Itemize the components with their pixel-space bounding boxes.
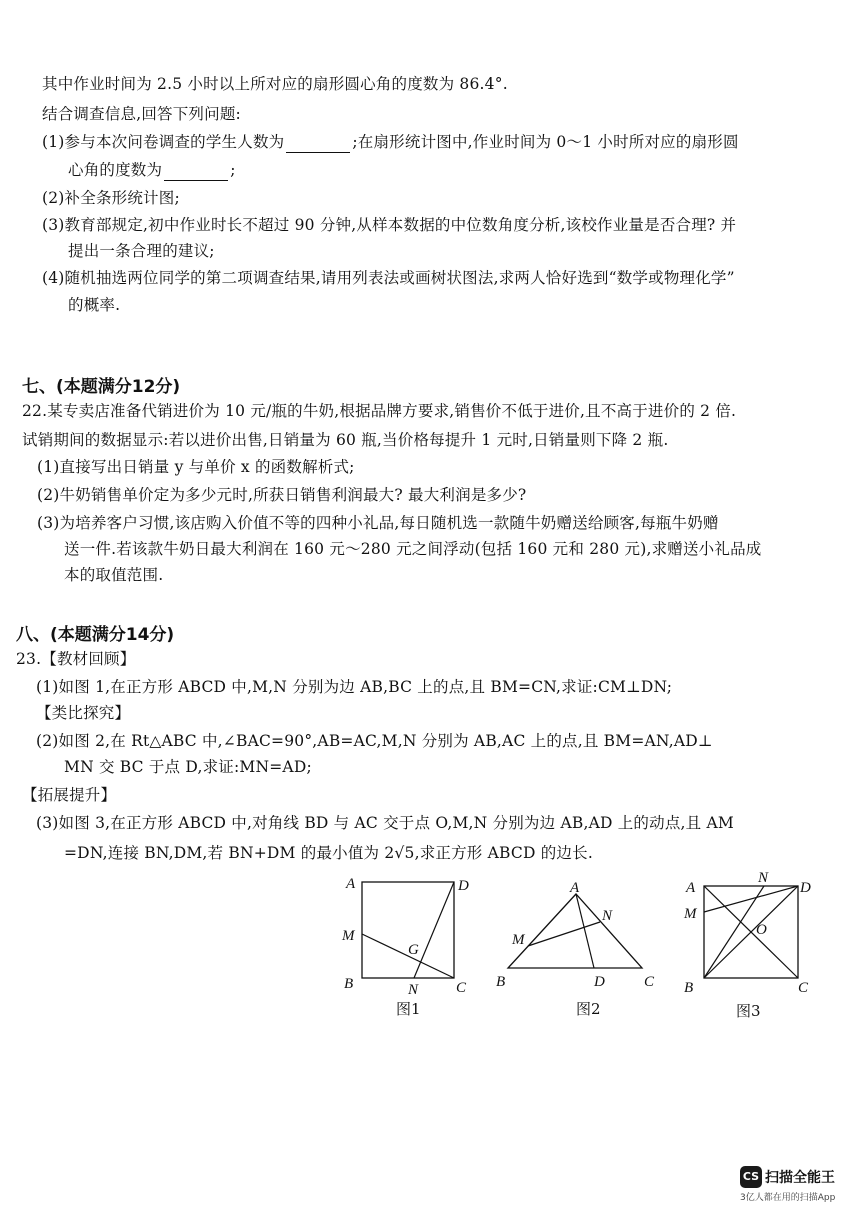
figure-3 xyxy=(678,868,828,1000)
problem-23-heading: 23.【教材回顾】 xyxy=(16,650,136,668)
question-1-cont xyxy=(68,159,236,181)
point-label: M xyxy=(342,928,355,944)
point-label: A xyxy=(570,880,580,896)
triangle-abc xyxy=(508,894,642,968)
question-4: (4)随机抽选两位同学的第二项调查结果,请用列表法或画树状图法,求两人恰好选到“数学或物理化学” xyxy=(42,269,735,287)
problem-22-part2: (2)牛奶销售单价定为多少元时,所获日销售利润最大? 最大利润是多少? xyxy=(37,486,527,504)
point-label: A xyxy=(686,880,696,896)
scanner-tagline: 3亿人都在用的扫描App xyxy=(740,1193,836,1203)
question-text: (1)参与本次问卷调查的学生人数为 xyxy=(42,133,285,151)
question-text: 心角的度数为 xyxy=(68,161,163,179)
point-label: A xyxy=(346,876,356,892)
problem-23-part2: (2)如图 2,在 Rt△ABC 中,∠BAC=90°,AB=AC,M,N 分别为 AB,AC 上的点,且 BM=AN,AD⊥ xyxy=(36,732,713,750)
text-line: 结合调查信息,回答下列问题: xyxy=(42,105,241,123)
scanner-name: 扫描全能王 xyxy=(765,1170,835,1186)
question-2: (2)补全条形统计图; xyxy=(42,189,180,207)
problem-22-part3: (3)为培养客户习惯,该店购入价值不等的四种小礼品,每日随机选一款随牛奶赠送给顾客,每瓶牛奶赠 xyxy=(37,514,719,532)
figure-2-caption: 图2 xyxy=(576,1000,601,1018)
problem-23-part2-cont: MN 交 BC 于点 D,求证:MN=AD; xyxy=(64,758,312,776)
segment-dn xyxy=(414,882,454,978)
answer-blank xyxy=(164,164,228,181)
point-label: B xyxy=(344,976,354,992)
problem-23-part3: (3)如图 3,在正方形 ABCD 中,对角线 BD 与 AC 交于点 O,M,N 分别为边 AB,AD 上的动点,且 AM xyxy=(36,814,734,832)
point-label: N xyxy=(758,870,769,886)
segment-ad xyxy=(576,894,594,968)
scanner-watermark xyxy=(740,1166,835,1203)
figure-3-caption: 图3 xyxy=(736,1002,761,1020)
point-label: B xyxy=(496,974,506,990)
problem-23-subheading: 【拓展提升】 xyxy=(22,786,117,804)
square xyxy=(362,882,454,978)
point-label: C xyxy=(644,974,655,990)
figure-2 xyxy=(490,880,660,998)
point-label: G xyxy=(408,942,419,958)
section-7-title: 七、(本题满分12分) xyxy=(22,377,181,397)
problem-22-text: 试销期间的数据显示:若以进价出售,日销量为 60 瓶,当价格每提升 1 元时,日销量则下降 2 瓶. xyxy=(22,431,669,449)
point-label: D xyxy=(458,878,469,894)
point-label: B xyxy=(684,980,694,996)
problem-23-subheading: 【类比探究】 xyxy=(36,704,131,722)
point-label: N xyxy=(602,908,613,924)
point-label: C xyxy=(456,980,467,996)
question-4-cont: 的概率. xyxy=(68,296,121,314)
problem-22-part3-cont: 本的取值范围. xyxy=(64,566,164,584)
question-text: ;在扇形统计图中,作业时间为 0～1 小时所对应的扇形圆 xyxy=(352,133,739,151)
point-label: M xyxy=(684,906,697,922)
figure-1-caption: 图1 xyxy=(396,1000,421,1018)
section-8-title: 八、(本题满分14分) xyxy=(16,625,175,645)
point-label: D xyxy=(594,974,605,990)
point-label: D xyxy=(800,880,811,896)
answer-blank xyxy=(286,136,350,153)
question-text: ; xyxy=(230,161,236,179)
question-1 xyxy=(42,131,739,153)
problem-22-part1: (1)直接写出日销量 y 与单价 x 的函数解析式; xyxy=(37,458,355,476)
point-label: M xyxy=(512,932,525,948)
point-label: O xyxy=(756,922,767,938)
problem-22-part3-cont: 送一件.若该款牛奶日最大利润在 160 元～280 元之间浮动(包括 160 元和 280 元),求赠送小礼品成 xyxy=(64,540,762,558)
figure-1 xyxy=(336,868,486,998)
problem-22-text: 22.某专卖店准备代销进价为 10 元/瓶的牛奶,根据品牌方要求,销售价不低于进价,且不高于进价的 2 倍. xyxy=(22,402,737,420)
problem-23-part1: (1)如图 1,在正方形 ABCD 中,M,N 分别为边 AB,BC 上的点,且 BM=CN,求证:CM⊥DN; xyxy=(36,678,673,696)
text-line: 其中作业时间为 2.5 小时以上所对应的扇形圆心角的度数为 86.4°. xyxy=(42,75,508,93)
point-label: C xyxy=(798,980,809,996)
point-label: N xyxy=(408,982,419,998)
problem-23-part3-cont: =DN,连接 BN,DM,若 BN+DM 的最小值为 2√5,求正方形 ABCD 的边长. xyxy=(64,844,593,862)
question-3: (3)教育部规定,初中作业时长不超过 90 分钟,从样本数据的中位数角度分析,该校作业量是否合理? 并 xyxy=(42,216,737,234)
segment-bn xyxy=(704,886,764,978)
question-3-cont: 提出一条合理的建议; xyxy=(68,242,215,260)
scanner-logo-icon: CS xyxy=(740,1166,762,1188)
